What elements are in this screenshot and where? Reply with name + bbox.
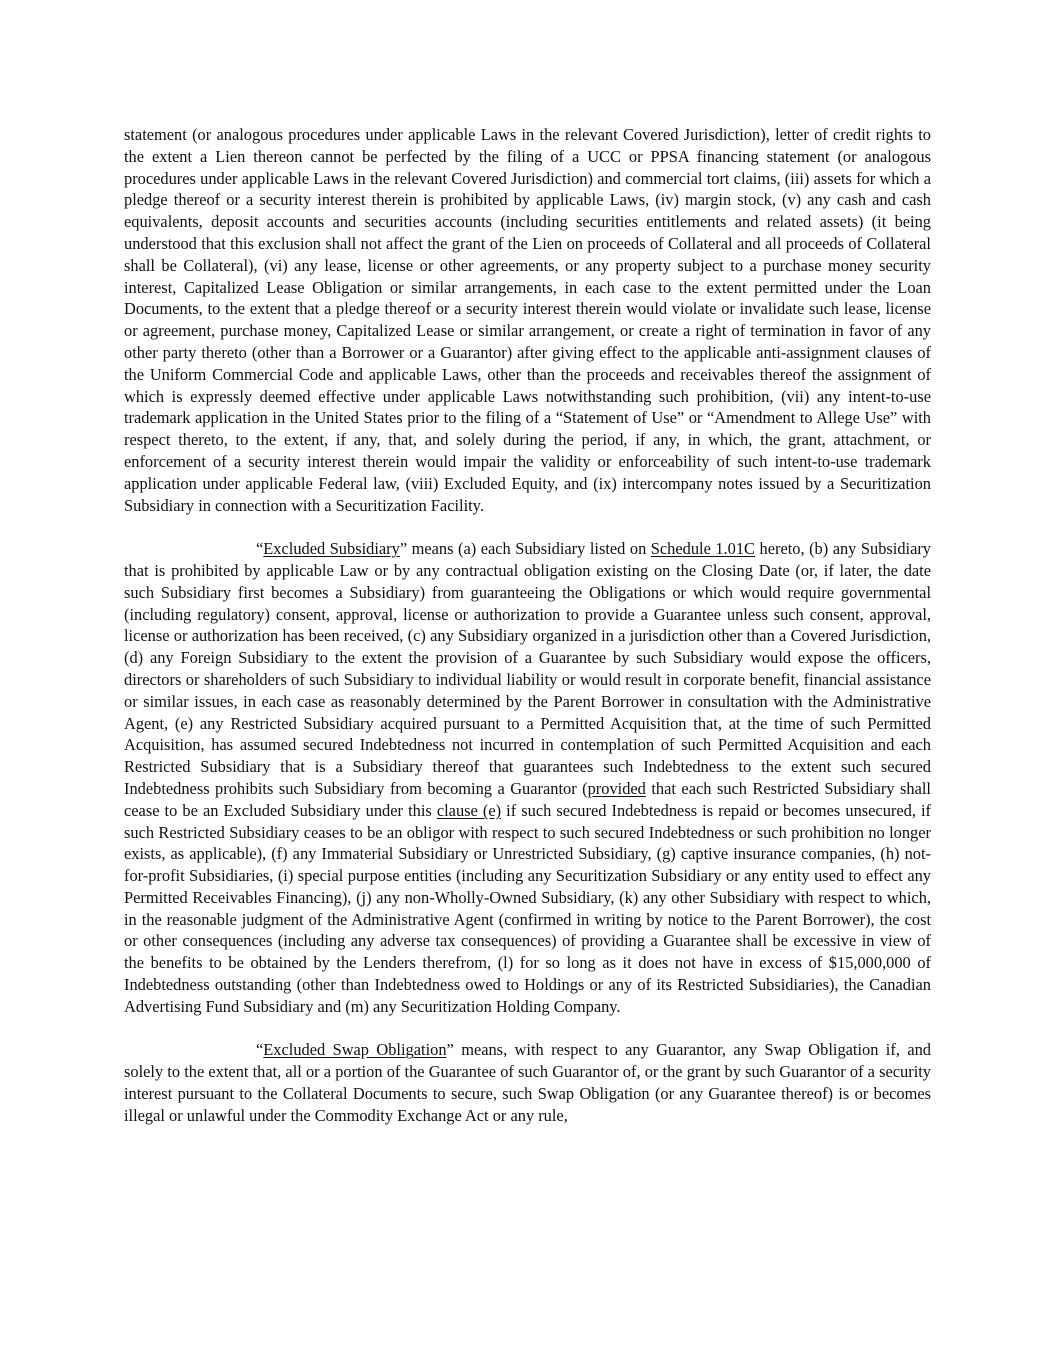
- paragraph-excluded-subsidiary: [124, 538, 931, 1018]
- text-segment: if such secured Indebtedness is repaid or becomes unsecured, if such Restricted Subsidiary ceases to be an obligor with respect to such secured Indebtedness or such prohibition no longer exists, as applicable), (f) any Immaterial Subsidiary or Unrestricted Subsidiary, (g) captive insurance companies, (h) not-for-profit Subsidiaries, (i) special purpose entities (including any Securitization Subsidiary or any entity used to effect any Permitted Receivables Financing), (j) any non-Wholly-Owned Subsidiary, (k) any other Subsidiary with respect to which, in the reasonable judgment of the Administrative Agent (confirmed in writing by notice to the Parent Borrower), the cost or other consequences (including any adverse tax consequences) of providing a Guarantee shall be excessive in view of the benefits to be obtained by the Lenders therefrom, (l) for so long as it does not have in excess of $15,000,000 of Indebtedness outstanding (other than Indebtedness owed to Holdings or any of its Restricted Subsidiaries), the Canadian Advertising Fund Subsidiary and (m) any Securitization Holding Company.: [124, 800, 932, 1016]
- text-segment: “: [256, 1040, 264, 1060]
- text-segment: ” means, with respect to any Guarantor, any Swap Obligation if, and solely to the extent that, all or a portion of the Guarantee of such Guarantor of, or the grant by such Guarantor of a security interest pursuant to the Collateral Documents to secure, such Swap Obligation (or any Guarantee thereof) is or becomes illegal or unlawful under the Commodity Exchange Act or any rule,: [124, 1040, 931, 1125]
- text-segment: that each such Restricted Subsidiary shall cease to be an Excluded Subsidiary under this: [124, 778, 931, 820]
- provided-term: provided: [587, 778, 646, 798]
- clause-reference: clause (e): [436, 800, 502, 820]
- document-page: [124, 124, 931, 1148]
- text-segment: statement (or analogous procedures under applicable Laws in the relevant Covered Jurisdiction), letter of credit rights to the extent a Lien thereon cannot be perfected by the filing of a UCC or PPSA financing statement (or analogous procedures under applicable Laws in the relevant Covered Jurisdiction) and commercial tort claims, (iii) assets for which a pledge thereof or a security interest therein is prohibited by applicable Laws, (iv) margin stock, (v) any cash and cash equivalents, deposit accounts and securities accounts (including securities entitlements and related assets) (it being understood that this exclusion shall not affect the grant of the Lien on proceeds of Collateral and all proceeds of Collateral shall be Collateral), (vi) any lease, license or other agreements, or any property subject to a purchase money security interest, Capitalized Lease Obligation or similar arrangements, in each case to the extent permitted under the Loan Documents, to the extent that a pledge thereof or a security interest therein would violate or invalidate such lease, license or agreement, purchase money, Capitalized Lease or similar arrangement, or create a right of termination in favor of any other party thereto (other than a Borrower or a Guarantor) after giving effect to the applicable anti-assignment clauses of the Uniform Commercial Code and applicable Laws, other than the proceeds and receivables thereof the assignment of which is expressly deemed effective under applicable Laws notwithstanding such prohibition, (vii) any intent-to-use trademark application in the United States prior to the filing of a “Statement of Use” or “Amendment to Allege Use” with respect thereto, to the extent, if any, that, and solely during the period, if any, in which, the grant, attachment, or enforcement of a security interest therein would impair the validity or enforceability of such intent-to-use trademark application under applicable Federal law, (viii) Excluded Equity, and (ix) intercompany notes issued by a Securitization Subsidiary in connection with a Securitization Facility.: [124, 125, 931, 515]
- schedule-reference: Schedule 1.01C: [650, 539, 755, 559]
- defined-term-excluded-swap-obligation: Excluded Swap Obligation: [263, 1040, 447, 1060]
- paragraph-excluded-swap-obligation: [124, 1039, 931, 1126]
- paragraph-collateral-exclusions: [124, 124, 931, 516]
- text-segment: “: [256, 539, 264, 559]
- text-segment: ” means (a) each Subsidiary listed on: [399, 539, 651, 559]
- text-segment: hereto, (b) any Subsidiary that is prohibited by applicable Law or by any contractual obligation existing on the Closing Date (or, if later, the date such Subsidiary first becomes a Subsidiary) from guaranteeing the Obligations or which would require governmental (including regulatory) consent, approval, license or authorization to provide a Guarantee unless such consent, approval, license or authorization has been received, (c) any Subsidiary organized in a jurisdiction other than a Covered Jurisdiction, (d) any Foreign Subsidiary to the extent the provision of a Guarantee by such Subsidiary would expose the officers, directors or shareholders of such Subsidiary to individual liability or would result in corporate benefit, financial assistance or similar issues, in each case as reasonably determined by the Parent Borrower in consultation with the Administrative Agent, (e) any Restricted Subsidiary acquired pursuant to a Permitted Acquisition that, at the time of such Permitted Acquisition, has assumed secured Indebtedness not incurred in contemplation of such Permitted Acquisition and each Restricted Subsidiary that is a Subsidiary thereof that guarantees such Indebtedness to the extent such secured Indebtedness prohibits such Subsidiary from becoming a Guarantor (: [124, 539, 931, 798]
- defined-term-excluded-subsidiary: Excluded Subsidiary: [263, 539, 400, 559]
